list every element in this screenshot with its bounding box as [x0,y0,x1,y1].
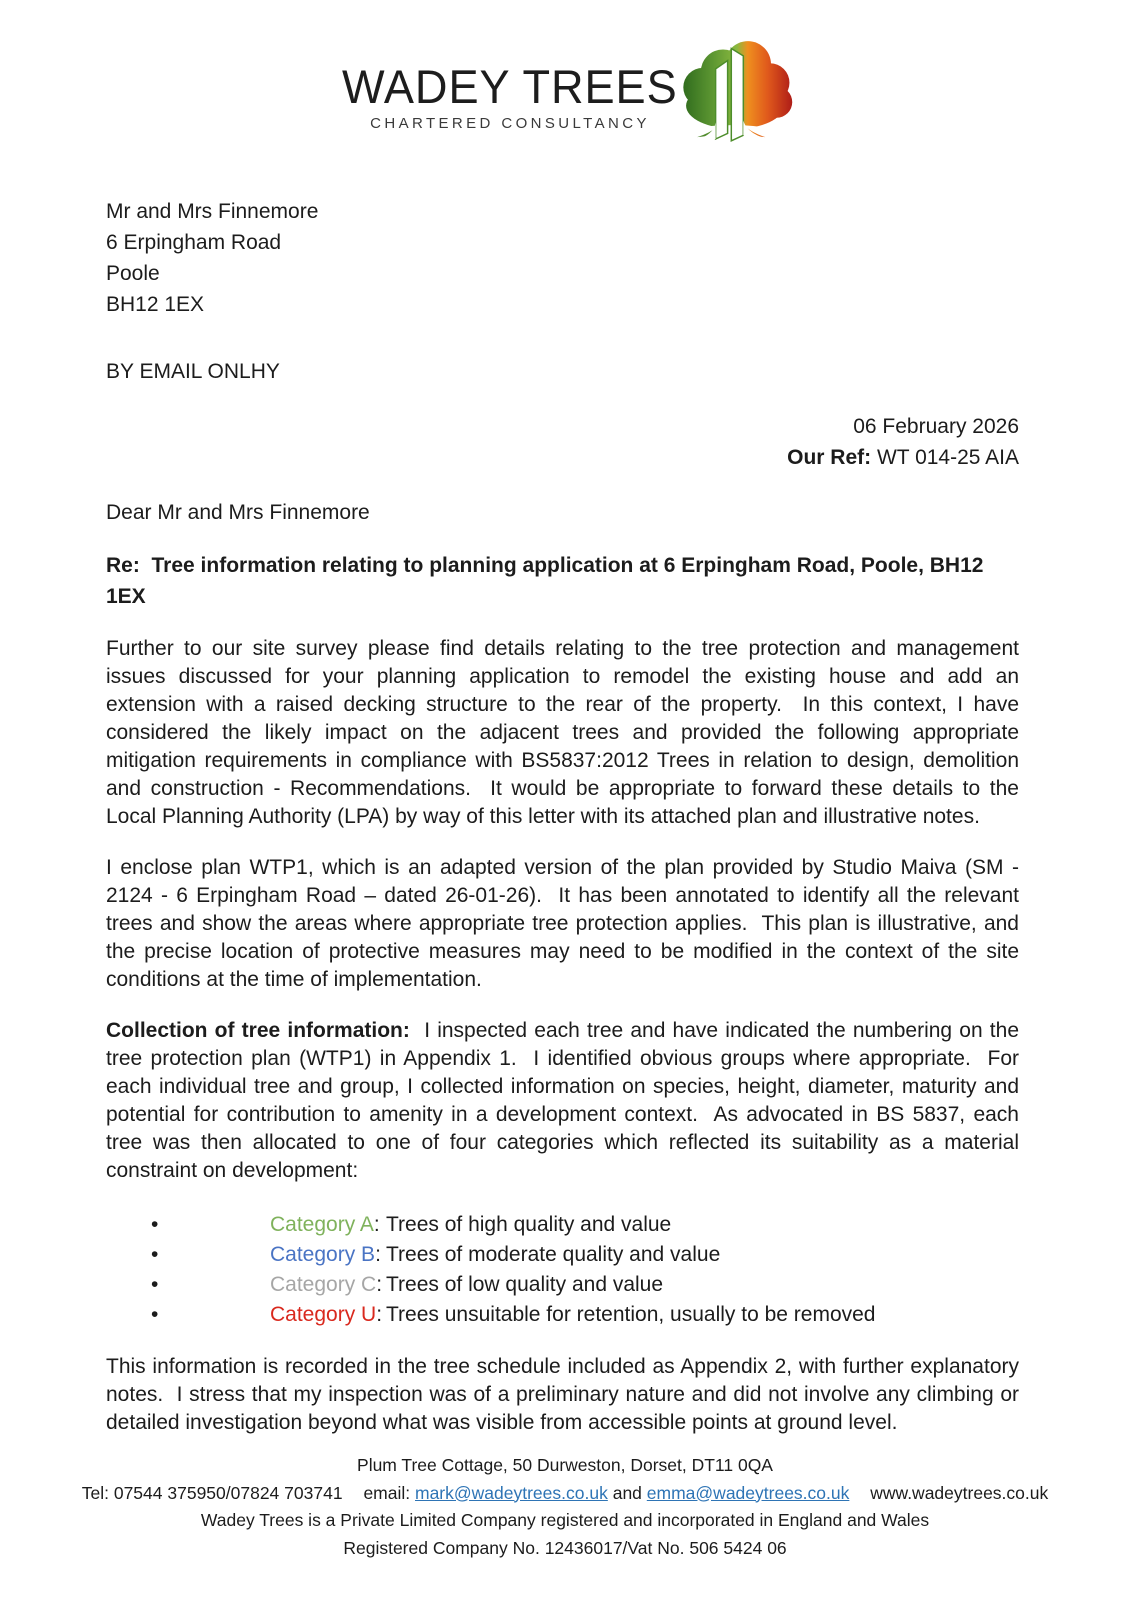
footer-website: www.wadeytrees.co.uk [870,1482,1049,1503]
category-u-label-box [270,1300,386,1330]
category-a-label-box [270,1210,386,1240]
category-item-u [106,1300,1019,1330]
category-b-label: Category B [270,1243,376,1266]
paragraph-plan: I enclose plan WTP1, which is an adapted version of the plan provided by Studio Maiva (SM - 2124 - 6 Erpingham Road – dated 26-01-26). It has been annotated to identify all the relevant trees and show the areas where appropriate tree protection applies. This plan is illustrative, and the precise location of protective measures may need to be modified in the context of the site conditions at the time of implementation. [106,856,1025,991]
ref-label: Our Ref: [787,446,872,469]
paragraph-collection-text: I inspected each tree and have indicated the numbering on the tree protection plan (WTP1) in Appendix 1. I identified obvious groups where appropriate. For each individual tree and group, I collected information on species, height, diameter, maturity and potential for contribution to amenity in a development context. As advocated in BS 5837, each tree was then allocated to one of four categories which reflected its suitability as a material constraint on development: [106,1019,1025,1182]
footer-registration-line: Registered Company No. 12436017/Vat No. 506 5424 06 [343,1537,787,1558]
footer-email-link-mark[interactable]: mark@wadeytrees.co.uk [415,1482,608,1503]
category-item-c [106,1270,1019,1300]
delivery-method: BY EMAIL ONLHY [106,360,280,383]
category-a-label: Category A [270,1213,374,1236]
category-a-colon: : [373,1213,380,1236]
ref-value: WT 014-25 AIA [876,446,1019,469]
salutation: Dear Mr and Mrs Finnemore [106,501,370,524]
letter-ref [106,442,1019,473]
bullet-icon: • [151,1243,159,1266]
brand-tagline: CHARTERED CONSULTANCY [370,115,650,133]
category-u-colon: : [376,1303,383,1326]
recipient-postcode: BH12 1EX [106,293,205,316]
category-a-desc: Trees of high quality and value [386,1213,672,1236]
category-c-desc: Trees of low quality and value [386,1273,664,1296]
letter-footer [0,1452,1130,1562]
letter-meta [106,411,1019,473]
bullet-icon: • [151,1213,159,1236]
bullet-icon: • [151,1273,159,1296]
category-c-colon: : [376,1273,383,1296]
recipient-address [106,196,1019,320]
footer-telephone: Tel: 07544 375950/07824 703741 [81,1482,343,1503]
paragraph-schedule: This information is recorded in the tree schedule included as Appendix 2, with further explanatory notes. I stress that my inspection was of a preliminary nature and did not involve any climbing or detailed investigation beyond what was visible from accessible points at ground level. [106,1355,1025,1434]
category-b-desc: Trees of moderate quality and value [386,1243,721,1266]
category-u-desc: Trees unsuitable for retention, usually to be removed [386,1303,876,1326]
footer-email-label: email: [363,1482,411,1503]
brand-name: WADEY TREES [342,59,678,113]
category-item-a [106,1210,1019,1240]
category-b-label-box [270,1240,386,1270]
subject-line: Re: Tree information relating to planning application at 6 Erpingham Road, Poole, BH12 1EX [106,554,990,608]
recipient-town: Poole [106,262,160,285]
footer-and-text: and [612,1482,642,1503]
paragraph-intro: Further to our site survey please find details relating to the tree protection and management issues discussed for your planning application to remodel the existing house and add an extension with a raised decking structure to the rear of the property. In this context, I have considered the likely impact on the adjacent trees and provided the following appropriate mitigation requirements in compliance with BS5837:2012 Trees in relation to design, demolition and construction - Recommendations. It would be appropriate to forward these details to the Local Planning Authority (LPA) by way of this letter with its attached plan and illustrative notes. [106,637,1025,828]
recipient-street: 6 Erpingham Road [106,231,282,254]
category-item-b [106,1240,1019,1270]
category-list [106,1210,1019,1330]
category-u-label: Category U [270,1303,377,1326]
category-b-colon: : [375,1243,381,1266]
letter-date: 06 February 2026 [853,415,1019,438]
footer-email-link-emma[interactable]: emma@wadeytrees.co.uk [646,1482,850,1503]
category-c-label: Category C [270,1273,377,1296]
paragraph-collection-heading: Collection of tree information: [106,1019,410,1042]
footer-address: Plum Tree Cottage, 50 Durweston, Dorset, DT11 0QA [357,1455,773,1475]
bullet-icon: • [151,1303,159,1326]
recipient-name: Mr and Mrs Finnemore [106,200,319,223]
category-c-label-box [270,1270,386,1300]
wadey-trees-logo-icon [675,28,795,159]
letter-body [106,196,1025,1437]
brand-wordmark [335,61,685,133]
paragraph-collection [106,1017,1025,1185]
letterhead [0,34,1130,159]
footer-contact-line [0,1480,1130,1508]
footer-company-line: Wadey Trees is a Private Limited Company registered and incorporated in England and Wales [200,1510,930,1530]
